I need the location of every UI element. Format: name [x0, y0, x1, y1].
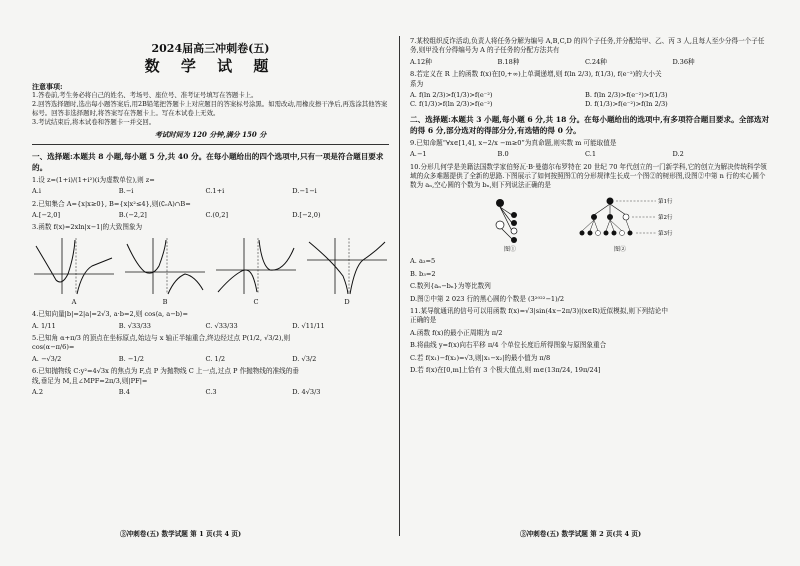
option: D.若 f(x)在[0,m]上恰有 3 个极大值点,则 m∈(13π/24, 19π/24] — [410, 365, 601, 374]
question-9 — [410, 139, 770, 160]
note-item: 2.回答选择题时,选出每小题答案后,用2B铅笔把答题卡上对应题目的答案标号涂黑。如需改动,用橡皮擦干净后,再选涂其他答案标号。回答非选择题时,将答案写在答题卡上。写在本试卷上无效。 — [32, 100, 388, 118]
question-stem-cont: 线,垂足为 M,且∠MPF=2π/3,则|PF|= — [32, 376, 148, 385]
question-stem: 4.已知向量|b|=2|a|=2√3, a·b=2,则 cos⟨a, a−b⟩= — [32, 310, 189, 319]
option: A.2 — [32, 388, 44, 397]
option: A.函数 f(x)的最小正周期为 π/2 — [410, 328, 503, 337]
option: D.2 — [672, 150, 684, 159]
option: D.[−2,0) — [292, 211, 321, 220]
note-item: 3.考试结束后,将本试卷和答题卡一并交回。 — [32, 118, 156, 127]
option: D.36种 — [672, 57, 695, 66]
option: A. a₃=5 — [410, 257, 436, 266]
row-label: 第3行 — [658, 230, 673, 237]
graph-option-d — [305, 236, 389, 307]
section-two-heading: 二、选择题:本题共 3 小题,每小题 6 分,共 18 分。在每小题给出的选项中,有多项符合题目要求。全部选对的得 6 分,部分选对的得部分分,有选错的得 0 分。 — [410, 114, 770, 135]
option: A. 1/11 — [32, 321, 56, 330]
option: B.−i — [118, 187, 134, 196]
section-one-heading: 一、选择题:本题共 8 小题,每小题 5 分,共 40 分。在每小题给出的四个选项中,只有一项是符合题目要求的。 — [32, 151, 384, 172]
question-stem: 7.某校组织反诈活动,负责人将任务分解为编号 A,B,C,D 的四个子任务,并分配给甲、乙、丙 3 人,且每人至少分得一个子任务,则甲没有分得编号为 A 的子任务的分配方法共有 — [410, 37, 765, 55]
graph-d-plot — [305, 236, 389, 298]
row-label: 第2行 — [658, 214, 673, 221]
question-stem: 6.已知抛物线 C:y²=4√3x 的焦点为 F,点 P 为抛物线 C 上一点,过点 P 作抛物线的准线的垂 — [32, 367, 299, 376]
question-stem-cont: 系为 — [410, 79, 424, 88]
question-stem-cont: cos(α−π/6)= — [32, 343, 75, 352]
figure-1 — [490, 195, 530, 254]
fractal-tree-diagram — [560, 195, 680, 245]
graph-label: C — [253, 297, 259, 306]
graph-label: B — [162, 297, 168, 306]
option: B. √33/33 — [118, 321, 151, 330]
question-stem: 11.某导航通讯的信号可以用函数 f(x)=√3|sin(4x−2π/3)|(x∈R)近似模拟,则下列结论中 — [410, 306, 668, 315]
page-2 — [410, 34, 770, 375]
option: B. f(ln 2/3)>f(e⁻²)>f(1/3) — [585, 91, 668, 100]
option: A.−1 — [410, 150, 427, 159]
option: A.12种 — [410, 57, 432, 66]
option: D. f(1/3)>f(e⁻²)>f(ln 2/3) — [585, 100, 668, 109]
question-stem: 3.函数 f(x)=2xln|x−1|的大致图象为 — [32, 223, 143, 232]
notes-heading: 注意事项: — [32, 82, 63, 91]
figure-1-caption: 图① — [503, 245, 516, 253]
option: B.4 — [118, 388, 130, 397]
page-1 — [32, 34, 389, 398]
option: C.24种 — [585, 57, 607, 66]
question-10 — [410, 163, 770, 304]
question-1 — [32, 176, 389, 197]
option: C. f(1/3)>f(ln 2/3)>f(e⁻²) — [410, 100, 493, 109]
option: A. f(ln 2/3)>f(1/3)>f(e⁻²) — [410, 91, 493, 100]
row-label: 第1行 — [658, 198, 673, 205]
graph-label: D — [344, 297, 350, 306]
option: A. −√3/2 — [32, 354, 62, 363]
option: C.若 f(x₁)−f(x₂)=√3,则|x₁−x₂|的最小值为 π/8 — [410, 353, 551, 362]
option: D. 4√3/3 — [292, 388, 321, 397]
question-stem: 8.若定义在 R 上的函数 f(x)在[0,+∞)上单调递增,则 f(ln 2/3), f(1/3), f(e⁻²)的大小关 — [410, 70, 662, 79]
option: D.−1−i — [292, 187, 317, 196]
option: A.[−2,0] — [32, 211, 61, 220]
graph-option-a — [32, 236, 116, 307]
option: B. −1/2 — [118, 354, 144, 363]
figure-2-caption: 图② — [613, 245, 626, 253]
option: B. b₃=2 — [410, 269, 436, 278]
question-6 — [32, 367, 389, 397]
option: B.0 — [497, 150, 509, 159]
question-11 — [410, 307, 770, 375]
graph-a-plot — [32, 236, 116, 298]
question-4 — [32, 310, 389, 331]
option: C. √33/33 — [205, 321, 238, 330]
graph-c-plot — [214, 236, 298, 298]
option: B.将曲线 y=f(x)向右平移 π/4 个单位长度后所得图象与原图象重合 — [410, 341, 607, 350]
divider-line — [32, 144, 389, 145]
exam-subject: 数 学 试 题 — [144, 57, 277, 75]
question-stem: 9.已知命题“∀x∈[1,4], x−2/x −m≥0”为真命题,则实数 m 可能取值是 — [410, 138, 617, 147]
option: D.图②中第 2 023 行的黑心圆的个数是 (3²⁰²²−1)/2 — [410, 294, 565, 303]
option: C.3 — [205, 388, 217, 397]
option: A.i — [32, 187, 41, 196]
graph-label: A — [71, 297, 77, 306]
note-item: 1.答卷前,考生务必将自己的姓名、考场号、座位号、准考证号填写在答题卡上。 — [32, 91, 258, 100]
question-8 — [410, 70, 770, 110]
question-5 — [32, 334, 389, 364]
graph-b-plot — [123, 236, 207, 298]
exam-time: 考试时间为 120 分钟,满分 150 分 — [154, 130, 267, 140]
question-stem: 2.已知集合 A={x|x≥0}, B={x|x²≤4},则(∁ᵣA)∩B= — [32, 199, 191, 208]
fractal-figures — [490, 195, 770, 254]
option: D. √11/11 — [292, 321, 325, 330]
question-2 — [32, 200, 389, 221]
fractal-rule-diagram — [490, 195, 530, 245]
option: B.(−2,2] — [118, 211, 147, 220]
graph-option-c — [214, 236, 298, 307]
option: B.18种 — [497, 57, 520, 66]
question-3 — [32, 223, 389, 307]
option: C.数列{aₙ−bₙ}为等比数列 — [410, 282, 491, 291]
figure-2 — [560, 195, 680, 254]
page-divider — [399, 36, 400, 536]
option: C.(0,2] — [205, 211, 229, 220]
question-stem-cont: 正确的是 — [410, 316, 437, 325]
option: C. 1/2 — [205, 354, 226, 363]
graph-option-b — [123, 236, 207, 307]
page-footer: ③冲刺卷(五) 数学试题 第 1 页(共 4 页) — [120, 530, 242, 538]
question-stem: 1.设 z=(1+i)/(1+i²)(i为虚数单位),则 z= — [32, 175, 155, 184]
question-stem: 10.分形几何学是美籍法国数学家伯努瓦·B·曼德尔布罗特在 20 世纪 70 年代创立的一门新学科,它的创立为解决传统科学领域的众多难题提供了全新的思路.下图展示了如何按照图①的分形规律生长成一个图②的树形图,设图②中第 n 行的实心圆个数为 aₙ,空心圆的个数为 bₙ,则下列说法正确的是 — [410, 162, 767, 190]
option: C.1 — [585, 150, 597, 159]
page-footer: ③冲刺卷(五) 数学试题 第 2 页(共 4 页) — [520, 530, 642, 538]
option: C.1+i — [205, 187, 225, 196]
exam-title: 2024届高三冲刺卷(五) — [151, 42, 270, 55]
question-stem: 5.已知角 α+π/3 的顶点在坐标原点,始边与 x 轴正半轴重合,终边经过点 P(1/2, √3/2),则 — [32, 334, 291, 343]
option: D. √3/2 — [292, 354, 317, 363]
question-7 — [410, 37, 770, 67]
